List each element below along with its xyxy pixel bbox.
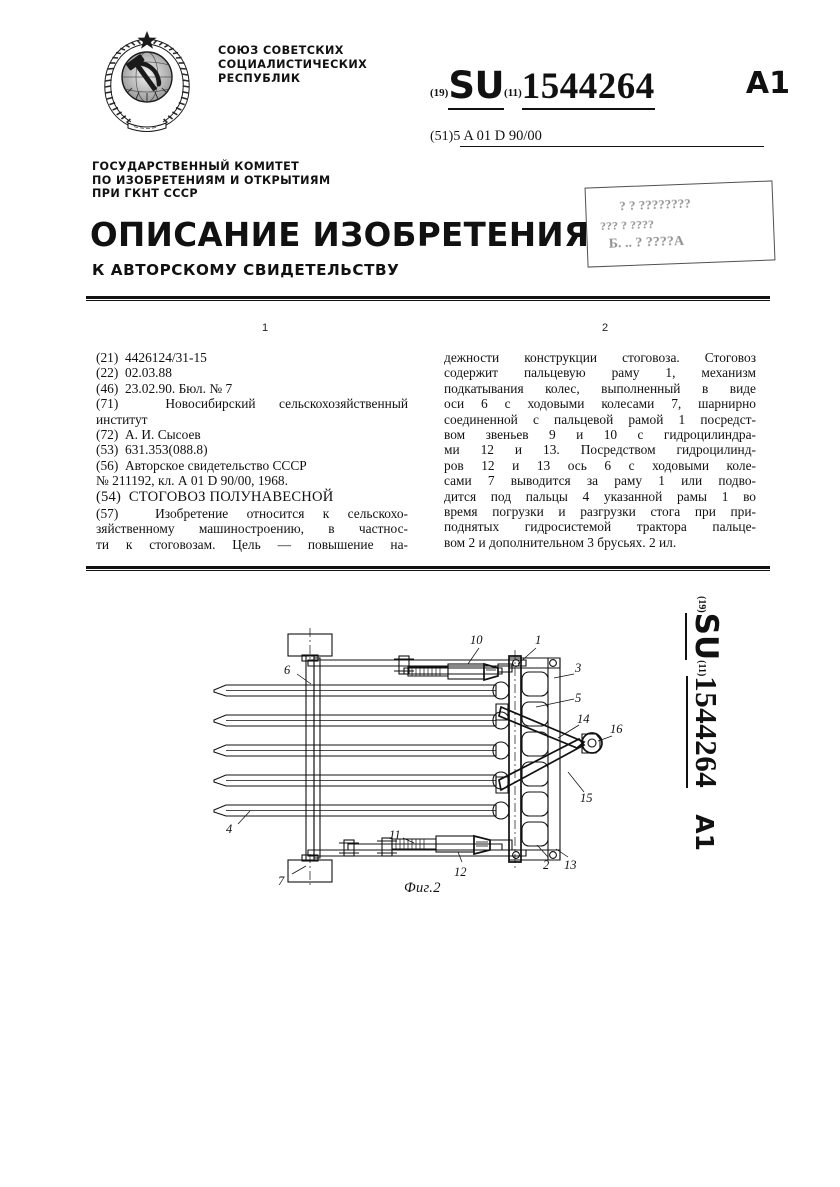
side-inid-11: (11) [696,660,707,677]
country-name [218,44,367,87]
document-header [0,0,840,150]
patent-number: 1544264 [522,66,655,110]
biblio-row [96,350,408,365]
stamp-line-3: Б. .. ? ????A [608,233,685,252]
column-number-left: 1 [262,322,269,334]
callout-13: 13 [564,858,577,872]
biblio-row [96,396,408,411]
lower-hydraulic-link [339,836,512,856]
inid-22: (22) [96,365,119,381]
inid-53: (53) [96,442,119,458]
abstract-row [444,350,756,365]
publication-date: 23.02.90. Бюл. № 7 [125,380,233,396]
figure-2-drawing [196,612,636,912]
tines [214,685,496,816]
abstract-line: дежности конструкции стоговоза. Стоговоз [444,350,756,365]
abstract-line: ми 12 и 13. Посредством гидроцилинд- [444,442,756,458]
additional-beam [509,658,560,860]
abstract-row [96,506,408,521]
references-label: Авторское свидетельство СССР [125,457,307,473]
callout-16: 16 [610,722,623,736]
road-wheel [288,628,332,888]
inid-19: (19) [430,87,449,99]
patent-identifier [430,64,790,110]
invention-title-row [96,490,408,505]
abstract-row [444,519,756,534]
abstract-row [444,396,756,411]
abstract-line: соединенной с пальцевой рамой 1 посредст- [444,411,756,427]
country-code: SU [448,64,504,110]
page-subtitle: К АВТОРСКОМУ СВИДЕТЕЛЬСТВУ [92,261,400,279]
ipc-classification [430,128,780,147]
authority-line-2: ПО ИЗОБРЕТЕНИЯМ И ОТКРЫТИЯМ [92,173,331,187]
filing-date: 02.03.88 [125,365,172,381]
callout-10: 10 [470,633,483,647]
abstract-row [444,535,756,550]
figure-caption: Фиг.2 [404,880,441,896]
side-rail-identifier [664,596,724,926]
ipc-code: A 01 D 90/00 [460,128,764,147]
abstract-row [444,365,756,380]
country-line-1: СОЮЗ СОВЕТСКИХ [218,44,344,57]
abstract-line: время погрузки и разгрузки стога при при- [444,504,756,520]
side-country-code: SU [685,613,724,661]
column-right [444,350,756,550]
applicant-name-cont: институт [96,411,148,427]
inid-21: (21) [96,350,119,365]
frame-outline [306,656,526,860]
biblio-row [96,458,408,473]
inventor-name: А. И. Сысоев [125,427,201,443]
callout-3: 3 [575,661,582,675]
udc-code: 631.353(088.8) [125,442,208,458]
abstract-line: вом звеньев 9 и 10 с гидроцилиндра- [444,427,756,443]
abstract-line: ти к стоговозам. Цель — повышение на- [96,536,408,552]
column-number-right: 2 [602,322,609,334]
inid-56: (56) [96,457,119,473]
abstract-line: поднятых гидросистемой трактора пальце- [444,519,756,535]
abstract-row [444,412,756,427]
body-divider [86,566,770,571]
biblio-row [96,412,408,427]
library-stamp [585,180,776,267]
inid-54: (54) [96,488,122,505]
finger-frame [509,650,521,870]
abstract-row [444,381,756,396]
callout-5: 5 [575,691,582,705]
kind-code: A1 [745,66,790,101]
abstract-row [444,442,756,457]
page-title: ОПИСАНИЕ ИЗОБРЕТЕНИЯ [90,216,590,254]
application-number: 4426124/31-15 [125,350,207,365]
biblio-row [96,365,408,380]
abstract-line: дится под пальцы 4 указанной рамы 1 во [444,488,756,504]
callout-6: 6 [284,663,291,677]
biblio-row [96,473,408,488]
issuing-authority [92,160,330,201]
abstract-row [444,458,756,473]
abstract-line: вом 2 и дополнительном 3 брусьях. 2 ил. [444,534,677,550]
abstract-line: подкатывания колес, выполненный в виде [444,380,756,396]
inid-51: (51) [430,129,454,144]
biblio-row [96,427,408,442]
inid-71: (71) [96,396,119,412]
reference-citation: № 211192, кл. А 01 D 90/00, 1968. [96,473,288,489]
stamp-line-2: ??? ? ???? [599,217,655,234]
abstract-row [96,521,408,536]
authority-line-1: ГОСУДАРСТВЕННЫЙ КОМИТЕТ [92,160,300,173]
country-line-2: СОЦИАЛИСТИЧЕСКИХ [218,58,368,72]
stamp-line-1: ? ? ???????? [618,195,691,214]
abstract-line: сами 7 выводится за раму 1 или подво- [444,473,756,489]
side-kind-code: A1 [690,814,719,852]
country-line-3: РЕСПУБЛИК [218,72,301,86]
callout-2: 2 [543,858,550,872]
abstract-line: зяйственному машиностроению, в частнос- [96,521,408,537]
callout-12: 12 [454,865,467,879]
callout-1: 1 [535,633,542,647]
invention-title: СТОГОВОЗ ПОЛУНАВЕСНОЙ [128,488,334,505]
column-left [96,350,408,552]
title-divider [86,296,770,301]
side-inid-19: (19) [696,596,707,613]
abstract-line: оси 6 с ходовыми колесами 7, шарнирно [444,396,756,412]
abstract-row [96,537,408,552]
biblio-row [96,381,408,396]
inid-72: (72) [96,427,119,443]
ipc-edition: 5 [453,129,461,144]
abstract-row [444,473,756,488]
inid-46: (46) [96,380,119,396]
abstract-row [444,489,756,504]
applicant-name: Новосибирский сельскохозяйственный [165,396,408,412]
authority-line-3: ПРИ ГКНТ СССР [92,187,199,201]
callout-11: 11 [389,828,401,842]
abstract-line: содержит пальцевую раму 1, механизм [444,365,756,381]
callout-15: 15 [580,791,593,805]
ussr-coat-of-arms-icon [94,27,200,133]
callout-14: 14 [577,712,590,726]
inid-11: (11) [504,87,522,99]
callout-4: 4 [226,822,233,836]
side-patent-number: 1544264 [686,676,724,788]
biblio-row [96,442,408,457]
callout-7: 7 [278,874,285,888]
abstract-line: Изобретение относится к сельскохо- [155,506,408,522]
abstract-line: ров 12 и 13 ось 6 с ходовыми коле- [444,457,756,473]
abstract-row [444,504,756,519]
abstract-row [444,427,756,442]
inid-57: (57) [96,506,119,522]
